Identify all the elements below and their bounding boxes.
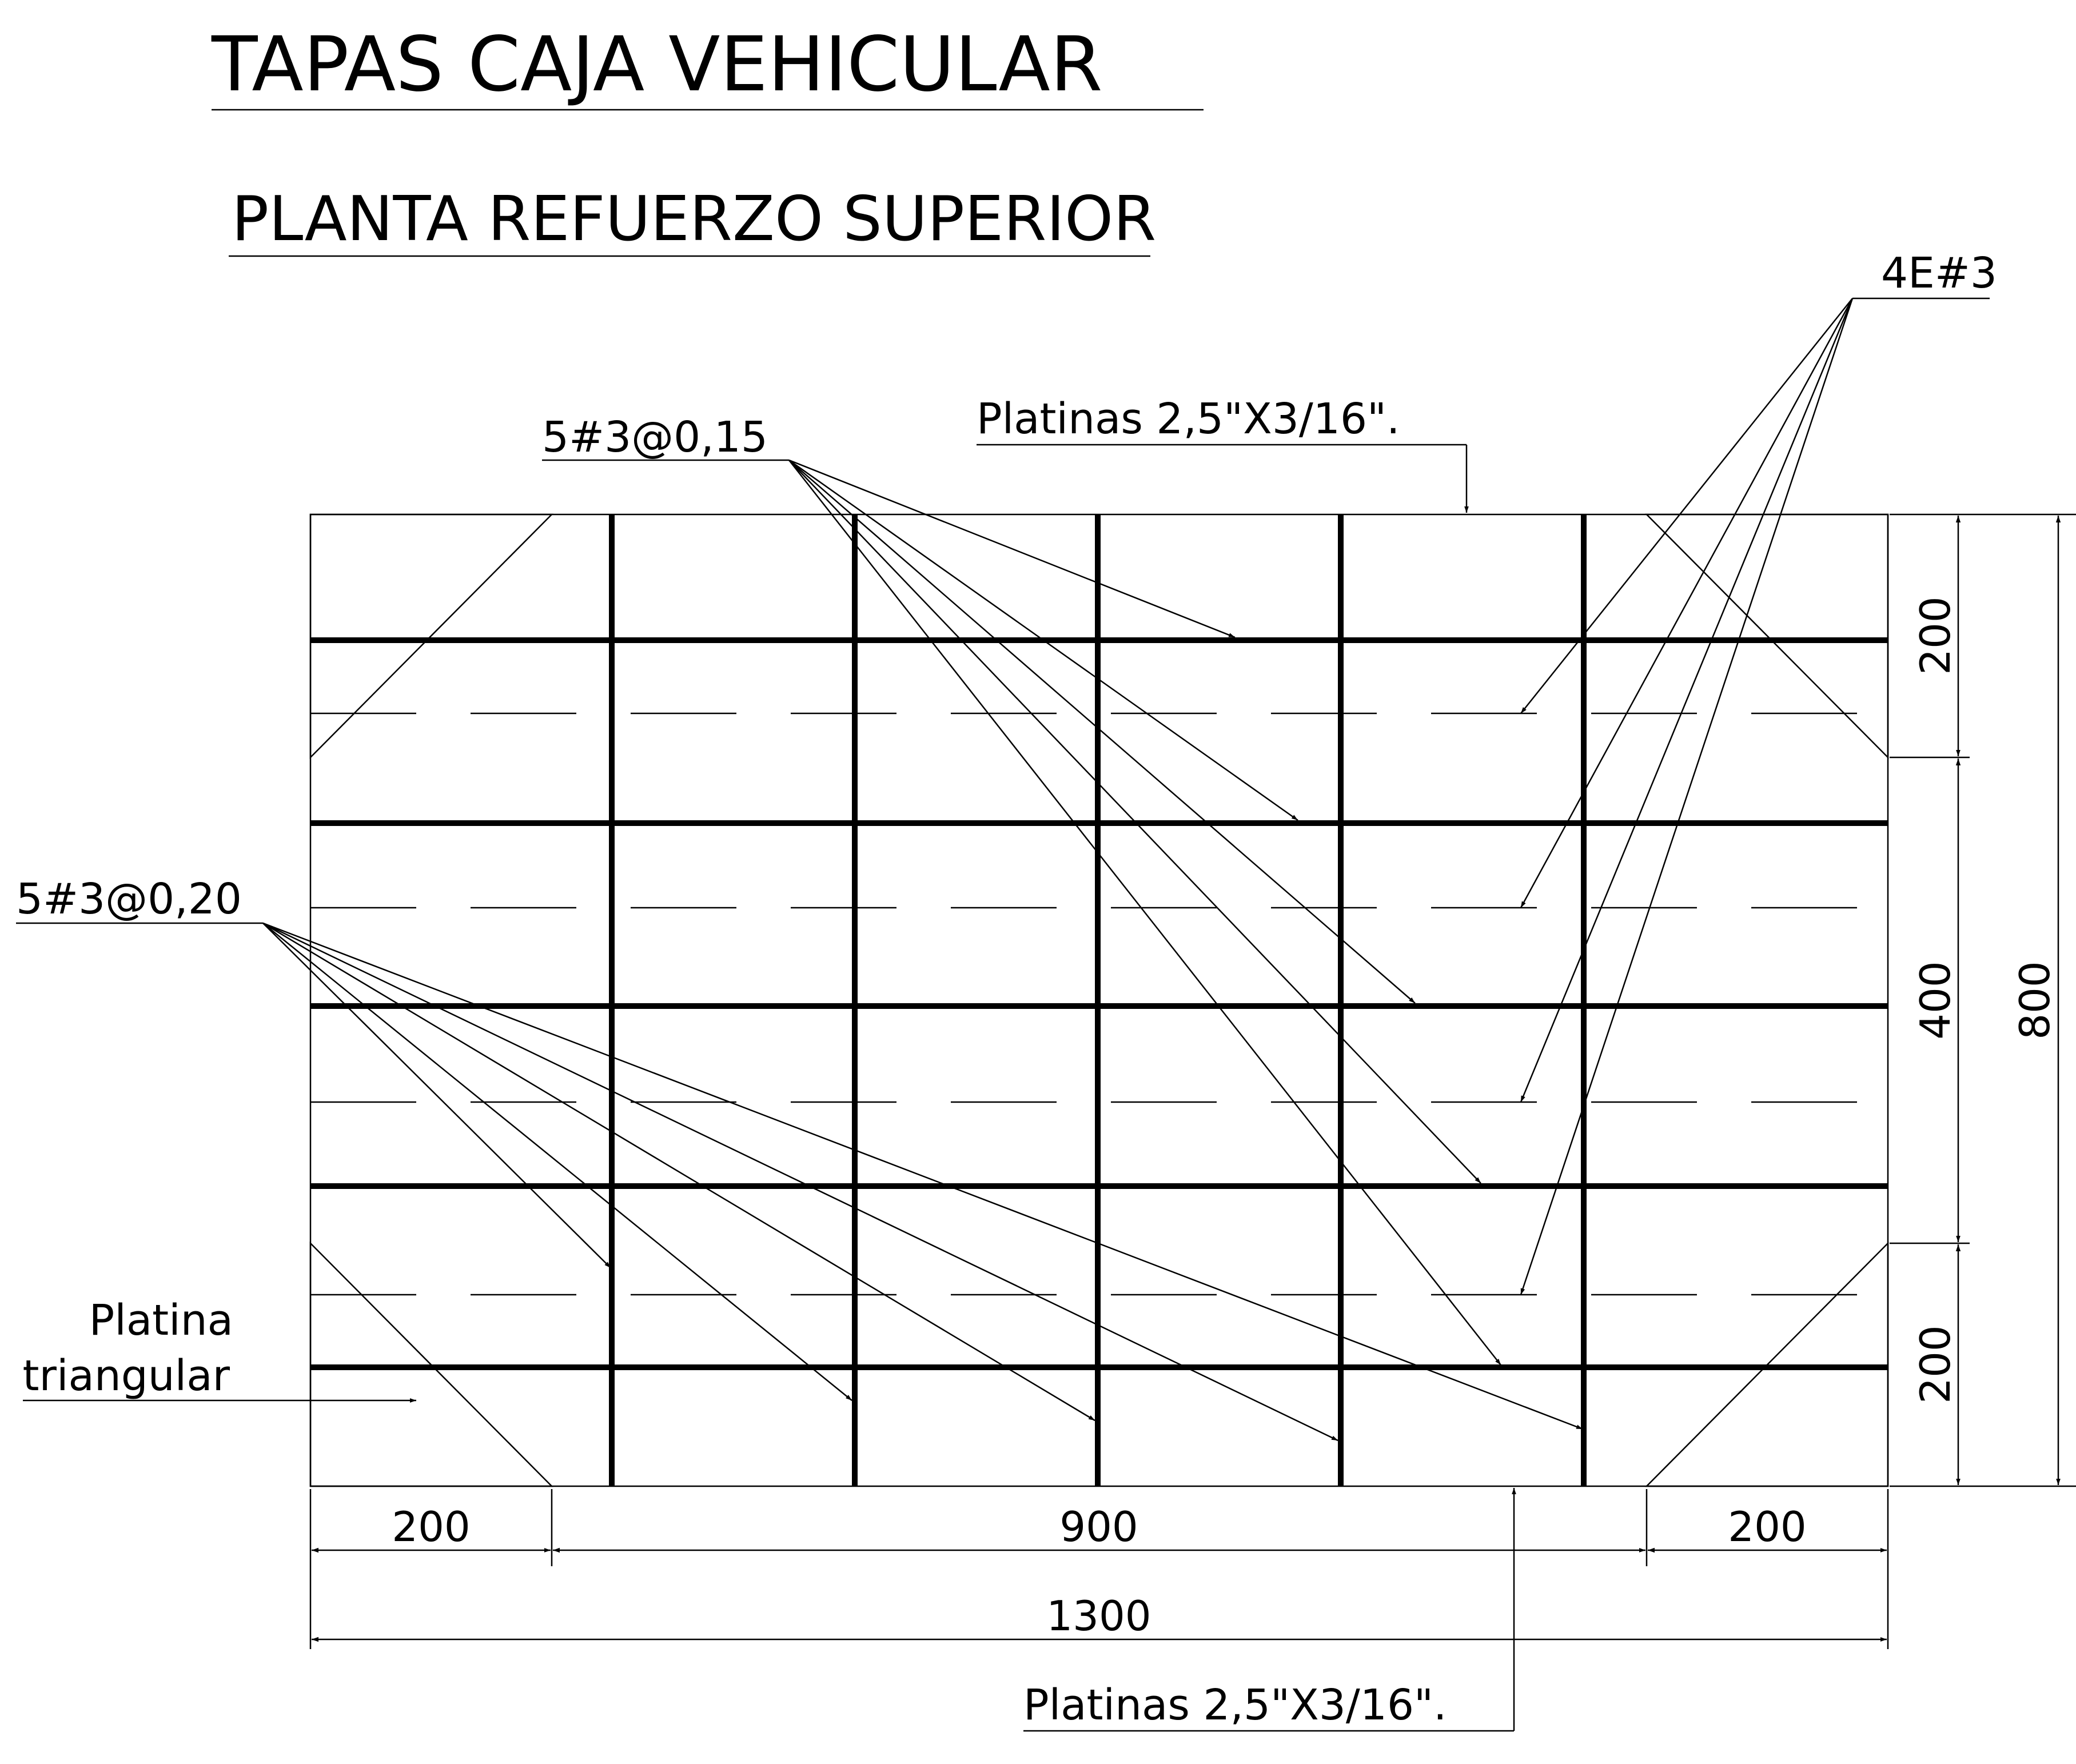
dim-right-mid: 400 [1911,961,1959,1040]
vertical-bars [612,514,1584,1486]
callout-stirrups [1521,249,1997,1295]
label-plates-bottom: Platinas 2,5"X3/16". [1023,1681,1447,1730]
label-left-bars: 5#3@0,20 [16,875,242,924]
dim-bottom-mid: 900 [1059,1503,1138,1551]
label-triangle-plate-1: Platina [89,1296,233,1345]
callout-left-bars [16,875,1583,1440]
drawing-subtitle: PLANTA REFUERZO SUPERIOR [232,183,1157,255]
label-plates-top: Platinas 2,5"X3/16". [977,394,1400,444]
dim-bottom-right: 200 [1728,1503,1807,1551]
dim-overall-width: 1300 [1046,1592,1151,1640]
label-top-bars: 5#3@0,15 [542,413,768,462]
label-triangle-plate-2: triangular [22,1351,230,1400]
bottom-dimensions [310,1489,1888,1649]
callout-plates-top [977,394,1467,513]
callout-triangle-plate [23,1296,416,1400]
callout-top-bars [542,413,1501,1365]
label-stirrups: 4E#3 [1881,249,1997,298]
corner-plate-top-left [310,514,552,757]
dim-bottom-left: 200 [392,1503,471,1551]
right-dimensions [1890,514,2076,1486]
dim-right-top: 200 [1911,596,1959,675]
drawing-title: TAPAS CAJA VEHICULAR [212,21,1103,109]
dim-right-bottom: 200 [1911,1325,1959,1404]
dim-overall-height: 800 [2011,961,2059,1040]
corner-plate-top-right [1647,514,1888,757]
